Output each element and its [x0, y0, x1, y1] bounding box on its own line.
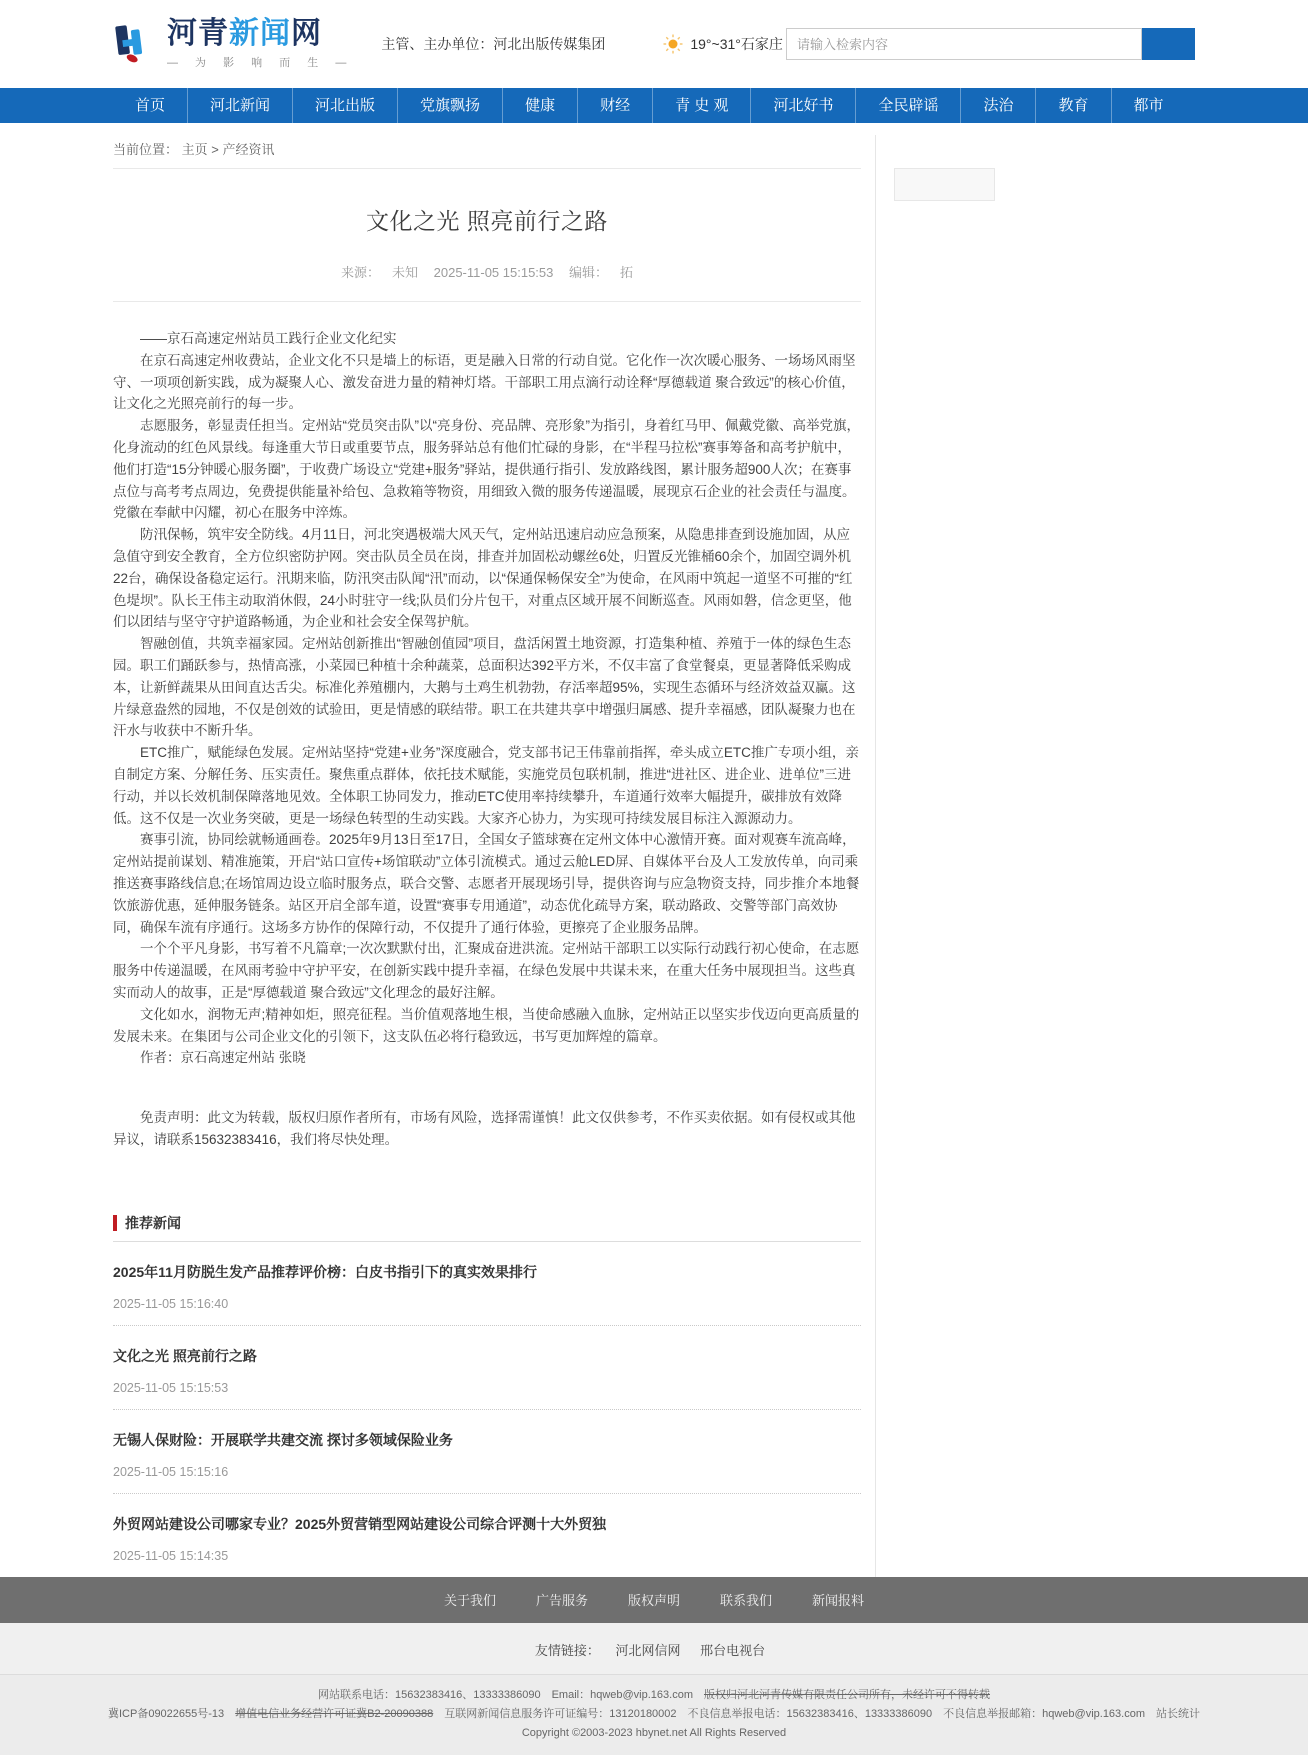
breadcrumb-home-link[interactable]: 主页 [181, 142, 208, 157]
main-column [113, 123, 875, 1577]
article-paragraph: ——京石高速定州站员工践行企业文化纪实 [140, 331, 397, 346]
article-author-line: 作者：京石高速定州站 张晓 [140, 1050, 306, 1066]
footer-link-news-tips[interactable]: 新闻报料 [812, 1593, 865, 1609]
article-paragraph: 志愿服务，彰显责任担当。定州站“党员突击队”以“亮身份、亮品牌、亮形象”为指引，身着红马甲、佩戴党徽、高举党旗，化身流动的红色风景线。每逢重大节日或重要节点，服务驿站总有他们忙碌的身影，在“半程马拉松”赛事筹备和高考护航中，他们打造“15分钟暖心服务圈”，于收费广场设立“党建+服务”驿站，提供通行指引、发放路线图，累计服务超900人次；在赛事点位与高考考点周边，免费提供能量补给包、急救箱等物资，用细致入微的服务传递温暖，展现京石企业的社会责任与温度。党徽在奉献中闪耀，初心在服务中淬炼。 [113, 418, 860, 521]
sidebar-placeholder-box [894, 168, 995, 201]
weather-widget [663, 34, 783, 54]
search-button[interactable] [1142, 28, 1195, 60]
news-item-link[interactable]: 无锡人保财险：开展联学共建交流 探讨多领域保险业务 [113, 1431, 453, 1448]
news-item-date: 2025-11-05 15:16:40 [113, 1296, 229, 1311]
site-logo[interactable] [113, 18, 353, 70]
footer-license-line [0, 1705, 1308, 1724]
footer-link-copyright[interactable]: 版权声明 [627, 1593, 680, 1609]
footer-info [0, 1675, 1308, 1755]
sidebar [875, 135, 1195, 1577]
nav-item-history[interactable]: 青 史 观 [652, 88, 750, 123]
news-item-date: 2025-11-05 15:14:35 [113, 1548, 229, 1563]
source-label: 来源： [340, 265, 380, 280]
article-paragraph: 在京石高速定州收费站，企业文化不只是墙上的标语，更是融入日常的行动自觉。它化作一次次暖心服务、一场场风雨坚守、一项项创新实践，成为凝聚人心、激发奋进力量的精神灯塔。干部职工用点滴行动诠释“厚德载道 聚合致远”的核心价值，让文化之光照亮前行的每一步。 [113, 352, 856, 412]
site-header [0, 0, 1308, 88]
news-list-item [113, 1494, 861, 1577]
nav-item-health[interactable]: 健康 [502, 88, 577, 123]
article-paragraph: 赛事引流，协同绘就畅通画卷。2025年9月13日至17日，全国女子篮球赛在定州文体中心激情开赛。面对观赛车流高峰，定州站提前谋划、精准施策，开启“站口宣传+场馆联动”立体引流模式。通过云舱LED屏、自媒体平台及人工发放传单，向司乘推送赛事路线信息;在场馆周边设立临时服务点，联合交警、志愿者开展现场引导，提供咨询与应急物资支持，同步推介本地餐饮旅游优惠，延伸服务链条。站区开启全部车道，设置“赛事专用通道”，动态优化疏导方案，联动路政、交警等部门高效协同，确保车流有序通行。这场多方协作的保障行动，不仅提升了通行体验，更擦亮了企业服务品牌。 [113, 832, 860, 935]
news-item-link[interactable]: 2025年11月防脱生发产品推荐评价榜：白皮书指引下的真实效果排行 [113, 1263, 537, 1280]
footer-link-about[interactable]: 关于我们 [443, 1593, 496, 1609]
footer-contact-line [0, 1686, 1308, 1705]
nav-item-city[interactable]: 都市 [1111, 88, 1186, 123]
logo-wordmark: 河青新闻网 [167, 17, 322, 50]
article-paragraph: 智融创值，共筑幸福家园。定州站创新推出“智融创值园”项目，盘活闲置土地资源，打造集种植、养殖于一体的绿色生态园。职工们踊跃参与，热情高涨，小菜园已种植十余种蔬菜，总面积达392平方米，不仅丰富了食堂餐桌，更显著降低采购成本，让新鲜蔬果从田间直达舌尖。标准化养殖棚内，大鹅与土鸡生机勃勃，存活率超95%，实现生态循环与经济效益双赢。这片绿意盎然的园地，不仅是创效的试验田，更是情感的联结带。职工在共建共享中增强归属感、提升幸福感，团队凝聚力也在汗水与收获中不断升华。 [113, 636, 856, 739]
article-paragraph: ETC推广，赋能绿色发展。定州站坚持“党建+业务”深度融合，党支部书记王伟靠前指挥，牵头成立ETC推广专项小组，亲自制定方案、分解任务、压实责任。聚焦重点群体，依托技术赋能，实施党员包联机制，推进“进社区、进企业、进单位”三进行动，并以长效机制保障落地见效。全体职工协同发力，推动ETC使用率持续攀升，车道通行效率大幅提升，碳排放有效降低。这不仅是一次业务突破，更是一场绿色转型的生动实践。大家齐心协力，为实现可持续发展目标注入源源动力。 [113, 745, 859, 826]
sponsor-text: 主管、主办单位：河北出版传媒集团 [381, 36, 606, 52]
nav-item-finance[interactable]: 财经 [577, 88, 652, 123]
footer-link-contact[interactable]: 联系我们 [720, 1593, 773, 1609]
friend-links [0, 1623, 1308, 1675]
recommend-section [113, 1213, 861, 1577]
nav-item-law[interactable]: 法治 [960, 88, 1035, 123]
weather-text: 19°~31°石家庄 [690, 36, 783, 52]
article-disclaimer: 免责声明：此文为转载，版权归原作者所有，市场有风险，选择需谨慎！此文仅供参考，不作买卖依据。如有侵权或其他异议，请联系15632383416，我们将尽快处理。 [113, 1110, 856, 1147]
nav-item-rumor-refute[interactable]: 全民辟谣 [855, 88, 960, 123]
nav-item-home[interactable]: 首页 [135, 97, 166, 114]
nav-item-hebei-publishing[interactable]: 河北出版 [292, 88, 397, 123]
nav-item-party-flag[interactable]: 党旗飘扬 [397, 88, 502, 123]
footer-copyright-notice: 版权归河北河青传媒有限责任公司所有，未经许可不得转载 [703, 1688, 990, 1701]
news-list-item [113, 1410, 861, 1494]
footer-link-ads[interactable]: 广告服务 [535, 1593, 588, 1609]
news-item-date: 2025-11-05 15:15:16 [113, 1464, 229, 1479]
news-list-item [113, 1326, 861, 1410]
search-input[interactable] [786, 28, 1142, 60]
article-title: 文化之光 照亮前行之路 [366, 208, 608, 234]
publish-time: 2025-11-05 15:15:53 [433, 265, 554, 280]
footer-copyright-line: Copyright ©2003-2023 hbynet.net All Rights Reserved [521, 1726, 787, 1739]
breadcrumb [113, 123, 861, 169]
friend-link-xingtai-tv[interactable]: 邢台电视台 [700, 1642, 766, 1658]
source-value: 未知 [391, 265, 418, 280]
friend-links-label: 友情链接： [534, 1642, 600, 1658]
breadcrumb-label: 当前位置： [113, 142, 179, 157]
editor-label: 编辑： [569, 265, 609, 280]
article-paragraph: 一个个平凡身影，书写着不凡篇章;一次次默默付出，汇聚成奋进洪流。定州站干部职工以实际行动践行初心使命，在志愿服务中传递温暖，在风雨考验中守护平安，在创新实践中提升幸福，在绿色发展中共谋未来，在重大任务中展现担当。这些真实而动人的故事，正是“厚德载道 聚合致远”文化理念的最好注解。 [113, 941, 860, 1000]
site-footer [0, 1577, 1308, 1755]
news-item-date: 2025-11-05 15:15:53 [113, 1380, 229, 1395]
nav-item-good-books[interactable]: 河北好书 [750, 88, 855, 123]
article-meta [113, 262, 861, 302]
footer-contact-text: 网站联系电话：15632383416、13333386090 Email：hqweb@vip.163.com [318, 1688, 704, 1701]
footer-links-bar [0, 1577, 1308, 1623]
breadcrumb-separator: > [211, 142, 219, 157]
search-box [786, 28, 1195, 60]
nav-item-hebei-news[interactable]: 河北新闻 [187, 88, 292, 123]
recommend-title: 推荐新闻 [113, 1215, 181, 1231]
footer-telecom-license: 增值电信业务经营许可证冀B2-20090388 [235, 1707, 434, 1720]
article-body [113, 328, 861, 1151]
article-paragraph: 文化如水，润物无声;精神如炬，照亮征程。当价值观落地生根，当使命感融入血脉，定州站正以坚实步伐迈向更高质量的发展未来。在集团与公司企业文化的引领下，这支队伍必将行稳致远，书写更加辉煌的篇章。 [113, 1006, 860, 1044]
news-item-link[interactable]: 文化之光 照亮前行之路 [113, 1347, 257, 1364]
recommend-header [113, 1213, 861, 1242]
footer-icp-number: 冀ICP备09022655号-13 [107, 1707, 236, 1720]
nav-item-education[interactable]: 教育 [1035, 88, 1110, 123]
breadcrumb-category-link[interactable]: 产经资讯 [222, 142, 275, 157]
logo-tagline: — 为 影 响 而 生 — [167, 57, 354, 69]
main-nav [0, 88, 1308, 123]
article-paragraph: 防汛保畅，筑牢安全防线。4月11日，河北突遇极端大风天气，定州站迅速启动应急预案，从隐患排查到设施加固，从应急值守到安全教育，全方位织密防护网。突击队员全员在岗，排查并加固松动螺丝6处，归置反光锥桶60余个，加固空调外机22台，确保设备稳定运行。汛期来临，防汛突击队闻“汛”而动，以“保通保畅保安全”为使命，在风雨中筑起一道坚不可摧的“红色堤坝”。队长王伟主动取消休假，24小时驻守一线;队员们分片包干，对重点区域开展不间断巡查。风雨如磐，信念更坚，他们以团结与坚守守护道路畅通，为企业和社会安全保驾护航。 [113, 527, 853, 630]
news-item-link[interactable]: 外贸网站建设公司哪家专业？2025外贸营销型网站建设公司综合评测十大外贸独 [113, 1515, 607, 1532]
footer-license-text: 互联网新闻信息服务许可证编号：13120180002 不良信息举报电话：15632383416、13333386090 不良信息举报邮箱：hqweb@vip.163.com 站长统计 [433, 1707, 1201, 1720]
sun-icon [663, 34, 683, 54]
news-list-item [113, 1242, 861, 1326]
editor-value: 拓 [620, 265, 634, 280]
friend-link-hebei-wangxin[interactable]: 河北网信网 [615, 1642, 681, 1658]
hq-logo-icon [113, 20, 159, 68]
